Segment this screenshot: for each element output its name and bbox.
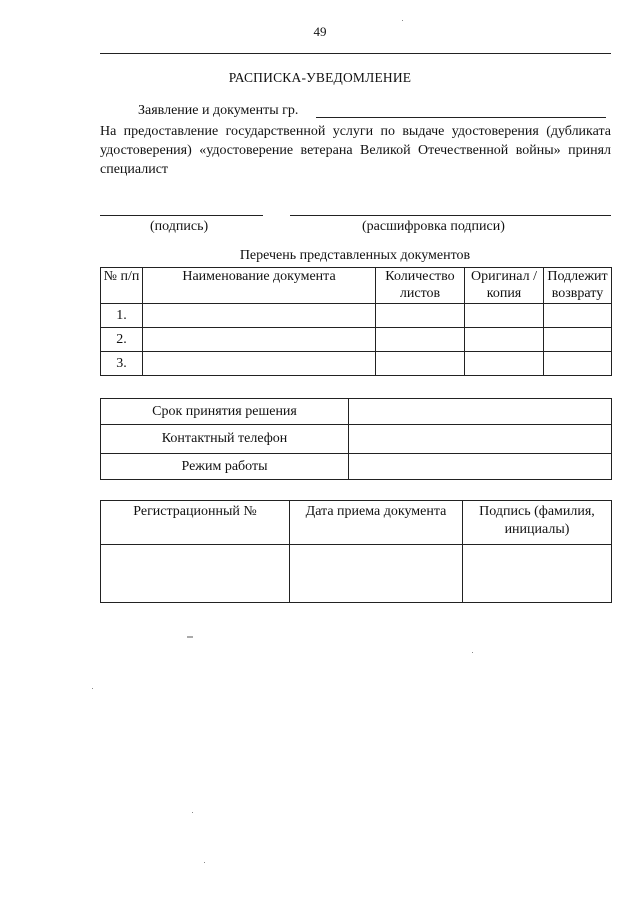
table-row — [101, 328, 612, 352]
table-cell[interactable] — [465, 304, 544, 328]
table-row — [101, 545, 612, 603]
registration-number-cell[interactable] — [101, 545, 290, 603]
table-row — [101, 399, 612, 425]
column-header-signature: Подпись (фамилия, инициалы) — [463, 501, 612, 545]
column-header-return: Подлежит возврату — [544, 268, 612, 304]
header-divider — [100, 53, 611, 54]
row-number: 2. — [101, 328, 143, 352]
table-cell[interactable] — [544, 304, 612, 328]
table-cell[interactable] — [544, 328, 612, 352]
table-cell[interactable] — [376, 328, 465, 352]
scan-speck — [187, 636, 193, 638]
table-cell[interactable] — [376, 352, 465, 376]
scan-speck — [192, 812, 193, 813]
condition-label-contact-phone: Контактный телефон — [101, 425, 349, 454]
column-header-document-name: Наименование документа — [143, 268, 376, 304]
column-header-registration-number: Регистрационный № — [101, 501, 290, 545]
condition-value-cell[interactable] — [349, 454, 612, 480]
scan-speck — [92, 688, 93, 689]
table-cell[interactable] — [465, 352, 544, 376]
table-cell[interactable] — [143, 352, 376, 376]
table-cell[interactable] — [376, 304, 465, 328]
table-row — [101, 425, 612, 454]
signature-decode-caption: (расшифровка подписи) — [362, 219, 505, 234]
table-cell[interactable] — [544, 352, 612, 376]
conditions-table — [100, 398, 612, 480]
service-paragraph: На предоставление государственной услуги по выдаче удостоверения (дубликата удостоверения) «удостоверение ветерана Великой Отечественной войны» принял специалист — [100, 124, 611, 177]
signature-caption: (подпись) — [150, 219, 209, 234]
row-number: 3. — [101, 352, 143, 376]
condition-value-cell[interactable] — [349, 399, 612, 425]
scan-speck — [204, 862, 205, 863]
scan-speck — [402, 20, 403, 21]
documents-list-title: Перечень представленных документов — [239, 248, 471, 263]
table-cell[interactable] — [143, 328, 376, 352]
documents-table — [100, 267, 612, 376]
condition-label-working-hours: Режим работы — [101, 454, 349, 480]
row-number: 1. — [101, 304, 143, 328]
table-cell[interactable] — [465, 328, 544, 352]
column-header-number: № п/п — [101, 268, 143, 304]
table-row — [101, 304, 612, 328]
table-header-row — [101, 268, 612, 304]
condition-value-cell[interactable] — [349, 425, 612, 454]
signature-cell[interactable] — [463, 545, 612, 603]
column-header-original-copy: Оригинал /копия — [465, 268, 544, 304]
scan-speck — [472, 652, 473, 653]
page-number: 49 — [313, 24, 327, 39]
registration-table — [100, 500, 612, 603]
applicant-label: Заявление и документы гр. — [138, 103, 299, 118]
document-title: РАСПИСКА-УВЕДОМЛЕНИЕ — [228, 70, 412, 85]
applicant-name-line — [316, 117, 606, 118]
table-row — [101, 352, 612, 376]
table-cell[interactable] — [143, 304, 376, 328]
column-header-sheet-count: Количество листов — [376, 268, 465, 304]
signature-decode-line — [290, 215, 611, 216]
table-header-row — [101, 501, 612, 545]
column-header-receipt-date: Дата приема документа — [290, 501, 463, 545]
signature-line — [100, 215, 263, 216]
receipt-date-cell[interactable] — [290, 545, 463, 603]
table-row — [101, 454, 612, 480]
condition-label-decision-term: Срок принятия решения — [101, 399, 349, 425]
